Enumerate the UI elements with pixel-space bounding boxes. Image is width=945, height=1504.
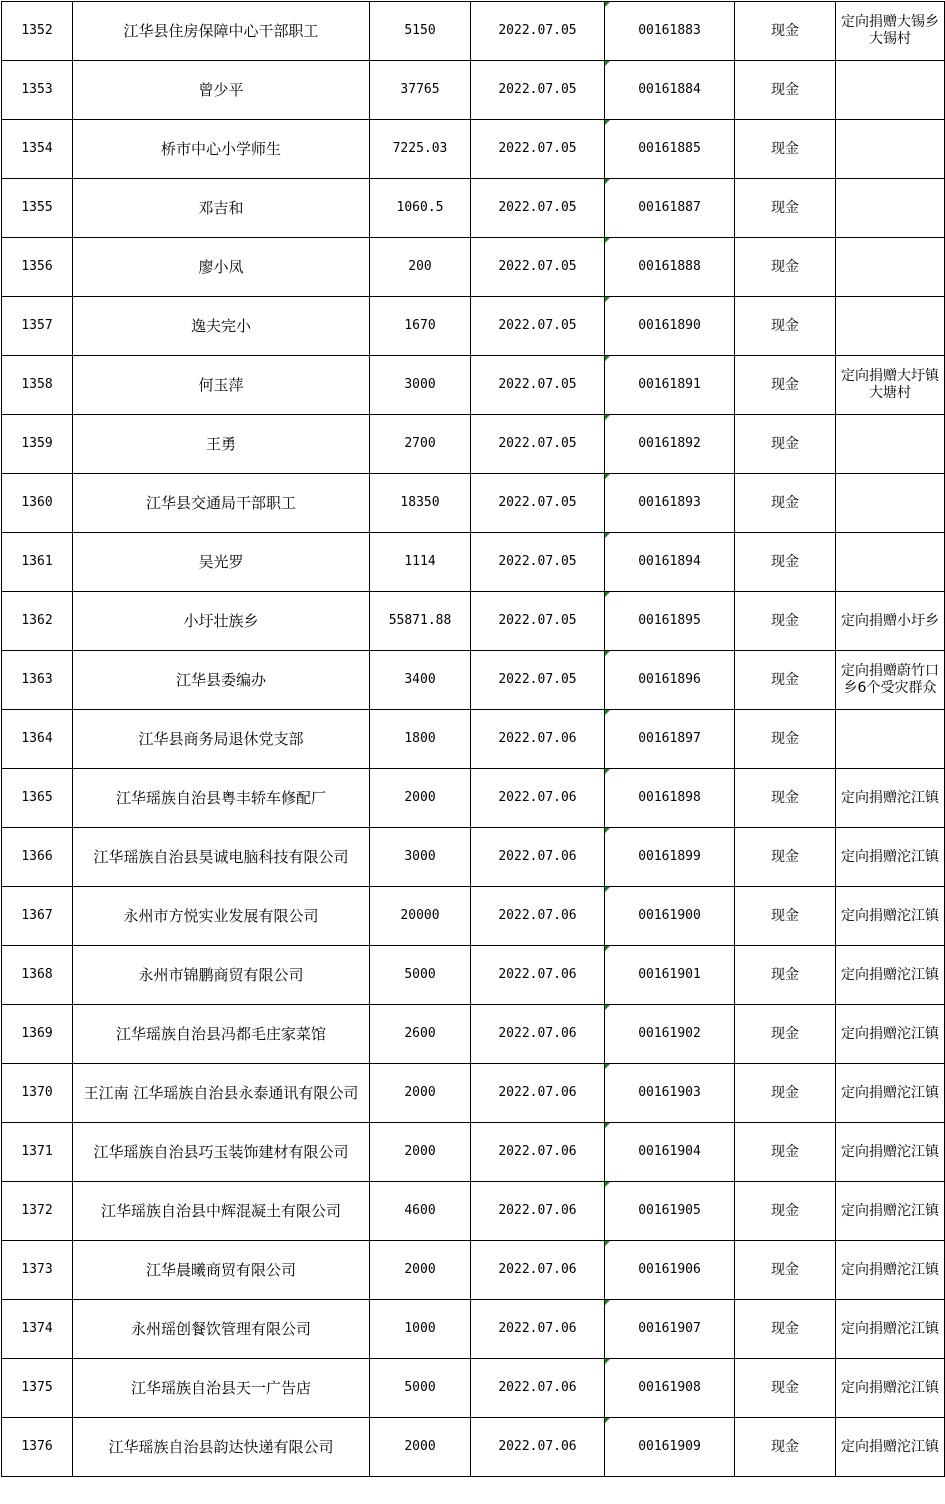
amount-cell: 1000 [370,1300,471,1359]
receipt-number-cell: 00161893 [605,474,735,533]
note-cell: 定向捐赠沱江镇 [836,887,945,946]
amount-cell: 2000 [370,1241,471,1300]
payment-method-cell: 现金 [735,946,836,1005]
date-cell: 2022.07.06 [471,769,605,828]
date-cell: 2022.07.06 [471,1182,605,1241]
donor-name-cell: 小圩壮族乡 [73,592,370,651]
seq-cell: 1353 [2,61,73,120]
payment-method-cell: 现金 [735,238,836,297]
date-cell: 2022.07.06 [471,1123,605,1182]
receipt-number-cell: 00161899 [605,828,735,887]
note-cell: 定向捐赠沱江镇 [836,1241,945,1300]
date-cell: 2022.07.05 [471,120,605,179]
receipt-number-cell: 00161908 [605,1359,735,1418]
date-cell: 2022.07.06 [471,1005,605,1064]
payment-method-cell: 现金 [735,592,836,651]
seq-cell: 1369 [2,1005,73,1064]
amount-cell: 2600 [370,1005,471,1064]
amount-cell: 4600 [370,1182,471,1241]
seq-cell: 1363 [2,651,73,710]
receipt-number-cell: 00161900 [605,887,735,946]
donor-name-cell: 桥市中心小学师生 [73,120,370,179]
date-cell: 2022.07.05 [471,592,605,651]
donor-name-cell: 江华瑶族自治县天一广告店 [73,1359,370,1418]
table-row [2,1182,945,1241]
date-cell: 2022.07.05 [471,533,605,592]
date-cell: 2022.07.06 [471,1359,605,1418]
payment-method-cell: 现金 [735,533,836,592]
table-row [2,120,945,179]
date-cell: 2022.07.06 [471,710,605,769]
receipt-number-cell: 00161895 [605,592,735,651]
seq-cell: 1355 [2,179,73,238]
note-cell: 定向捐赠蔚竹口乡6个受灾群众 [836,651,945,710]
seq-cell: 1366 [2,828,73,887]
amount-cell: 3400 [370,651,471,710]
seq-cell: 1364 [2,710,73,769]
seq-cell: 1358 [2,356,73,415]
date-cell: 2022.07.06 [471,1300,605,1359]
date-cell: 2022.07.05 [471,179,605,238]
table-row [2,592,945,651]
donor-name-cell: 江华瑶族自治县巧玉装饰建材有限公司 [73,1123,370,1182]
seq-cell: 1373 [2,1241,73,1300]
table-row [2,474,945,533]
note-cell: 定向捐赠沱江镇 [836,1005,945,1064]
seq-cell: 1357 [2,297,73,356]
seq-cell: 1375 [2,1359,73,1418]
payment-method-cell: 现金 [735,1359,836,1418]
table-row [2,887,945,946]
table-row [2,297,945,356]
payment-method-cell: 现金 [735,474,836,533]
date-cell: 2022.07.05 [471,61,605,120]
note-cell: 定向捐赠沱江镇 [836,1182,945,1241]
receipt-number-cell: 00161888 [605,238,735,297]
payment-method-cell: 现金 [735,2,836,61]
table-row [2,61,945,120]
amount-cell: 2000 [370,769,471,828]
payment-method-cell: 现金 [735,1241,836,1300]
amount-cell: 3000 [370,828,471,887]
donor-name-cell: 王勇 [73,415,370,474]
date-cell: 2022.07.06 [471,1064,605,1123]
date-cell: 2022.07.05 [471,238,605,297]
amount-cell: 2000 [370,1123,471,1182]
amount-cell: 3000 [370,356,471,415]
seq-cell: 1371 [2,1123,73,1182]
seq-cell: 1367 [2,887,73,946]
table-row [2,1359,945,1418]
donor-name-cell: 江华晨曦商贸有限公司 [73,1241,370,1300]
amount-cell: 2000 [370,1064,471,1123]
amount-cell: 2700 [370,415,471,474]
note-cell: 定向捐赠沱江镇 [836,946,945,1005]
seq-cell: 1372 [2,1182,73,1241]
note-cell: 定向捐赠大锡乡大锡村 [836,2,945,61]
donor-name-cell: 廖小凤 [73,238,370,297]
payment-method-cell: 现金 [735,651,836,710]
amount-cell: 1114 [370,533,471,592]
amount-cell: 18350 [370,474,471,533]
date-cell: 2022.07.05 [471,474,605,533]
note-cell: 定向捐赠沱江镇 [836,1300,945,1359]
payment-method-cell: 现金 [735,1064,836,1123]
table-row [2,1418,945,1477]
note-cell [836,61,945,120]
amount-cell: 5000 [370,946,471,1005]
date-cell: 2022.07.05 [471,356,605,415]
donor-name-cell: 江华瑶族自治县中辉混凝土有限公司 [73,1182,370,1241]
payment-method-cell: 现金 [735,769,836,828]
receipt-number-cell: 00161906 [605,1241,735,1300]
table-row [2,415,945,474]
note-cell: 定向捐赠大圩镇大塘村 [836,356,945,415]
table-row [2,1123,945,1182]
donor-name-cell: 永州市锦鹏商贸有限公司 [73,946,370,1005]
payment-method-cell: 现金 [735,356,836,415]
table-row [2,533,945,592]
seq-cell: 1361 [2,533,73,592]
seq-cell: 1376 [2,1418,73,1477]
donor-name-cell: 何玉萍 [73,356,370,415]
table-row [2,179,945,238]
payment-method-cell: 现金 [735,1182,836,1241]
payment-method-cell: 现金 [735,415,836,474]
payment-method-cell: 现金 [735,1005,836,1064]
donor-name-cell: 江华县住房保障中心干部职工 [73,2,370,61]
date-cell: 2022.07.06 [471,887,605,946]
receipt-number-cell: 00161897 [605,710,735,769]
receipt-number-cell: 00161891 [605,356,735,415]
receipt-number-cell: 00161905 [605,1182,735,1241]
amount-cell: 7225.03 [370,120,471,179]
table-row [2,1300,945,1359]
amount-cell: 20000 [370,887,471,946]
table-row [2,651,945,710]
note-cell: 定向捐赠沱江镇 [836,1064,945,1123]
amount-cell: 55871.88 [370,592,471,651]
table-body [2,2,945,1477]
note-cell [836,238,945,297]
seq-cell: 1374 [2,1300,73,1359]
receipt-number-cell: 00161898 [605,769,735,828]
table-row [2,1064,945,1123]
amount-cell: 5150 [370,2,471,61]
donor-name-cell: 江华瑶族自治县粤丰轿车修配厂 [73,769,370,828]
date-cell: 2022.07.06 [471,1418,605,1477]
table-row [2,238,945,297]
donor-name-cell: 邓吉和 [73,179,370,238]
receipt-number-cell: 00161885 [605,120,735,179]
payment-method-cell: 现金 [735,120,836,179]
donor-name-cell: 永州瑶创餐饮管理有限公司 [73,1300,370,1359]
donor-name-cell: 江华瑶族自治县冯都毛庄家菜馆 [73,1005,370,1064]
table-row [2,769,945,828]
table-row [2,710,945,769]
table-row [2,2,945,61]
donor-name-cell: 曾少平 [73,61,370,120]
receipt-number-cell: 00161901 [605,946,735,1005]
note-cell [836,297,945,356]
seq-cell: 1370 [2,1064,73,1123]
note-cell: 定向捐赠沱江镇 [836,1418,945,1477]
date-cell: 2022.07.06 [471,1241,605,1300]
payment-method-cell: 现金 [735,828,836,887]
receipt-number-cell: 00161892 [605,415,735,474]
date-cell: 2022.07.05 [471,2,605,61]
amount-cell: 200 [370,238,471,297]
payment-method-cell: 现金 [735,297,836,356]
date-cell: 2022.07.05 [471,415,605,474]
note-cell: 定向捐赠沱江镇 [836,1123,945,1182]
table-row [2,946,945,1005]
receipt-number-cell: 00161907 [605,1300,735,1359]
amount-cell: 37765 [370,61,471,120]
date-cell: 2022.07.06 [471,828,605,887]
donor-name-cell: 逸夫完小 [73,297,370,356]
table-row [2,356,945,415]
amount-cell: 5000 [370,1359,471,1418]
seq-cell: 1360 [2,474,73,533]
note-cell [836,415,945,474]
amount-cell: 2000 [370,1418,471,1477]
seq-cell: 1368 [2,946,73,1005]
receipt-number-cell: 00161884 [605,61,735,120]
table-row [2,1005,945,1064]
receipt-number-cell: 00161896 [605,651,735,710]
donor-name-cell: 江华瑶族自治县昊诚电脑科技有限公司 [73,828,370,887]
payment-method-cell: 现金 [735,1123,836,1182]
receipt-number-cell: 00161903 [605,1064,735,1123]
note-cell [836,533,945,592]
donation-table [1,1,945,1477]
seq-cell: 1362 [2,592,73,651]
amount-cell: 1060.5 [370,179,471,238]
receipt-number-cell: 00161894 [605,533,735,592]
donor-name-cell: 吴光罗 [73,533,370,592]
note-cell: 定向捐赠沱江镇 [836,1359,945,1418]
seq-cell: 1354 [2,120,73,179]
payment-method-cell: 现金 [735,1300,836,1359]
donor-name-cell: 江华瑶族自治县韵达快递有限公司 [73,1418,370,1477]
receipt-number-cell: 00161909 [605,1418,735,1477]
donor-name-cell: 江华县委编办 [73,651,370,710]
seq-cell: 1356 [2,238,73,297]
date-cell: 2022.07.05 [471,651,605,710]
payment-method-cell: 现金 [735,887,836,946]
payment-method-cell: 现金 [735,1418,836,1477]
seq-cell: 1365 [2,769,73,828]
donor-name-cell: 江华县交通局干部职工 [73,474,370,533]
note-cell [836,179,945,238]
receipt-number-cell: 00161902 [605,1005,735,1064]
payment-method-cell: 现金 [735,61,836,120]
receipt-number-cell: 00161904 [605,1123,735,1182]
seq-cell: 1352 [2,2,73,61]
note-cell [836,474,945,533]
note-cell: 定向捐赠小圩乡 [836,592,945,651]
donor-name-cell: 永州市方悦实业发展有限公司 [73,887,370,946]
note-cell [836,120,945,179]
payment-method-cell: 现金 [735,710,836,769]
note-cell: 定向捐赠沱江镇 [836,769,945,828]
donor-name-cell: 王江南 江华瑶族自治县永泰通讯有限公司 [73,1064,370,1123]
donor-name-cell: 江华县商务局退休党支部 [73,710,370,769]
date-cell: 2022.07.05 [471,297,605,356]
table-row [2,828,945,887]
note-cell [836,710,945,769]
payment-method-cell: 现金 [735,179,836,238]
date-cell: 2022.07.06 [471,946,605,1005]
seq-cell: 1359 [2,415,73,474]
receipt-number-cell: 00161890 [605,297,735,356]
note-cell: 定向捐赠沱江镇 [836,828,945,887]
amount-cell: 1800 [370,710,471,769]
amount-cell: 1670 [370,297,471,356]
table-row [2,1241,945,1300]
receipt-number-cell: 00161887 [605,179,735,238]
receipt-number-cell: 00161883 [605,2,735,61]
